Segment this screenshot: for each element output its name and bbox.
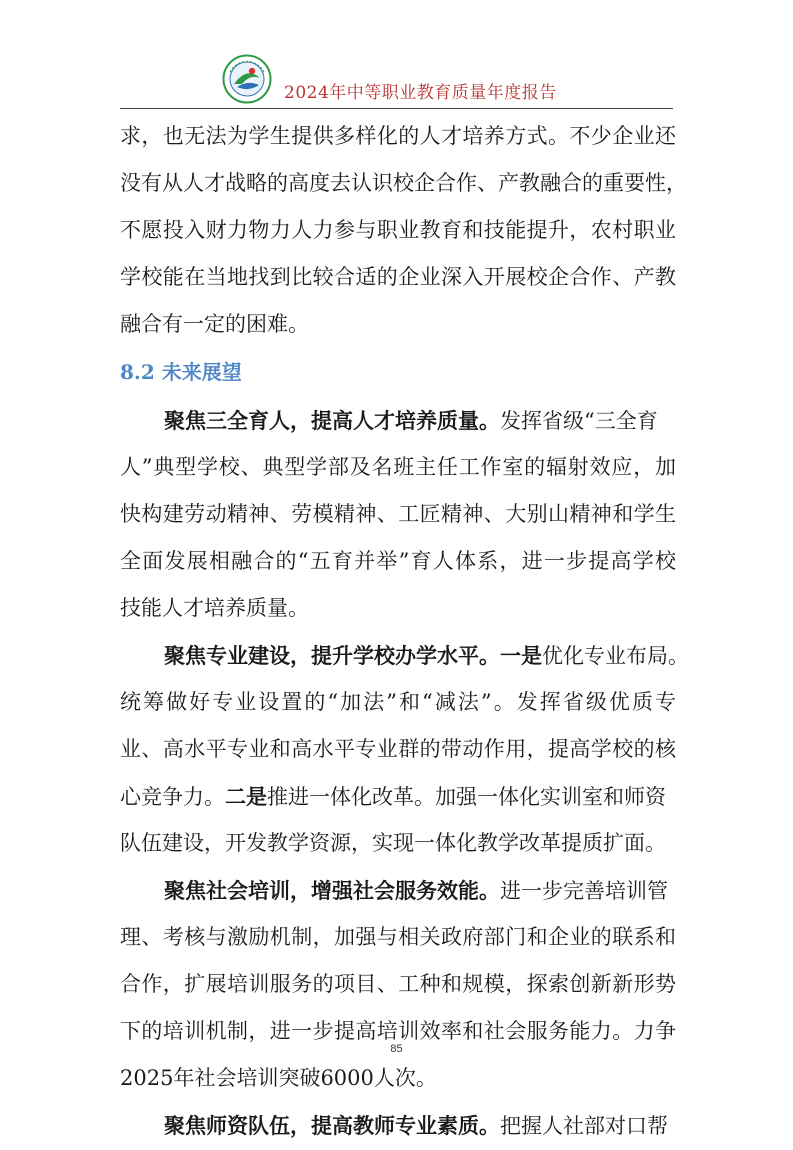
text-line: 统筹做好专业设置的“加法”和“减法”。发挥省级优质专 bbox=[120, 690, 676, 714]
text-line bbox=[120, 1102, 676, 1149]
page-number: 85 bbox=[390, 1043, 403, 1055]
paragraph-social-training bbox=[120, 867, 676, 1102]
page-header bbox=[120, 48, 673, 110]
header-divider bbox=[120, 108, 673, 109]
text-line: 全面发展相融合的“五育并举”育人体系，进一步提高学校 bbox=[120, 549, 676, 573]
paragraph-program-building bbox=[120, 632, 689, 867]
text-line: 合作，扩展培训服务的项目、工种和规模，探索创新新形势 bbox=[120, 972, 676, 996]
text-line: 技能人才培养质量。 bbox=[120, 596, 309, 620]
text-run: 心竞争力。 bbox=[120, 785, 225, 809]
text-line: 不愿投入财力物力人力参与职业教育和技能提升，农村职业 bbox=[120, 218, 676, 242]
text-line: 理、考核与激励机制，加强与相关政府部门和企业的联系和 bbox=[120, 925, 676, 949]
school-emblem-icon bbox=[222, 54, 272, 104]
text-line bbox=[120, 773, 676, 820]
page-body bbox=[120, 113, 689, 1149]
text-line: 快构建劳动精神、劳模精神、工匠精神、大别山精神和学生 bbox=[120, 502, 676, 526]
text-line: 没有从人才战略的高度去认识校企合作、产教融合的重要性， bbox=[120, 171, 687, 195]
text-line: 2025年社会培训突破6000人次。 bbox=[120, 1066, 437, 1090]
bold-marker: 一是 bbox=[500, 643, 542, 668]
paragraph-challenges bbox=[120, 113, 687, 348]
section-heading: 8.2 未来展望 bbox=[120, 360, 242, 384]
bold-lead: 聚焦三全育人，提高人才培养质量。 bbox=[164, 408, 500, 433]
text-line bbox=[120, 397, 676, 444]
bold-lead: 聚焦社会培训，增强社会服务效能。 bbox=[164, 878, 500, 903]
text-line: 业、高水平专业和高水平专业群的带动作用，提高学校的核 bbox=[120, 737, 676, 761]
report-title: 2024年中等职业教育质量年度报告 bbox=[284, 83, 557, 103]
text-line: 队伍建设，开发教学资源，实现一体化教学改革提质扩面。 bbox=[120, 831, 666, 855]
paragraph-three-all-education bbox=[120, 397, 676, 632]
text-line: 融合有一定的困难。 bbox=[120, 312, 309, 336]
text-run: 发挥省级“三全育 bbox=[500, 409, 658, 433]
text-run: 进一步完善培训管 bbox=[500, 879, 668, 903]
text-line bbox=[120, 867, 676, 914]
paragraph-teaching-staff bbox=[120, 1102, 676, 1149]
bold-lead: 聚焦专业建设，提升学校办学水平。 bbox=[164, 643, 500, 668]
text-line: 人”典型学校、典型学部及名班主任工作室的辐射效应，加 bbox=[120, 455, 676, 479]
bold-marker: 二是 bbox=[225, 784, 267, 809]
text-line: 下的培训机制，进一步提高培训效率和社会服务能力。力争 bbox=[120, 1019, 676, 1043]
text-line bbox=[120, 632, 689, 679]
text-line: 求，也无法为学生提供多样化的人才培养方式。不少企业还 bbox=[120, 124, 676, 148]
text-line: 学校能在当地找到比较合适的企业深入开展校企合作、产教 bbox=[120, 265, 676, 289]
text-run: 优化专业布局。 bbox=[542, 644, 689, 668]
bold-lead: 聚焦师资队伍，提高教师专业素质。 bbox=[164, 1113, 500, 1138]
text-run: 把握人社部对口帮 bbox=[500, 1114, 668, 1138]
text-run: 推进一体化改革。加强一体化实训室和师资 bbox=[267, 785, 666, 809]
